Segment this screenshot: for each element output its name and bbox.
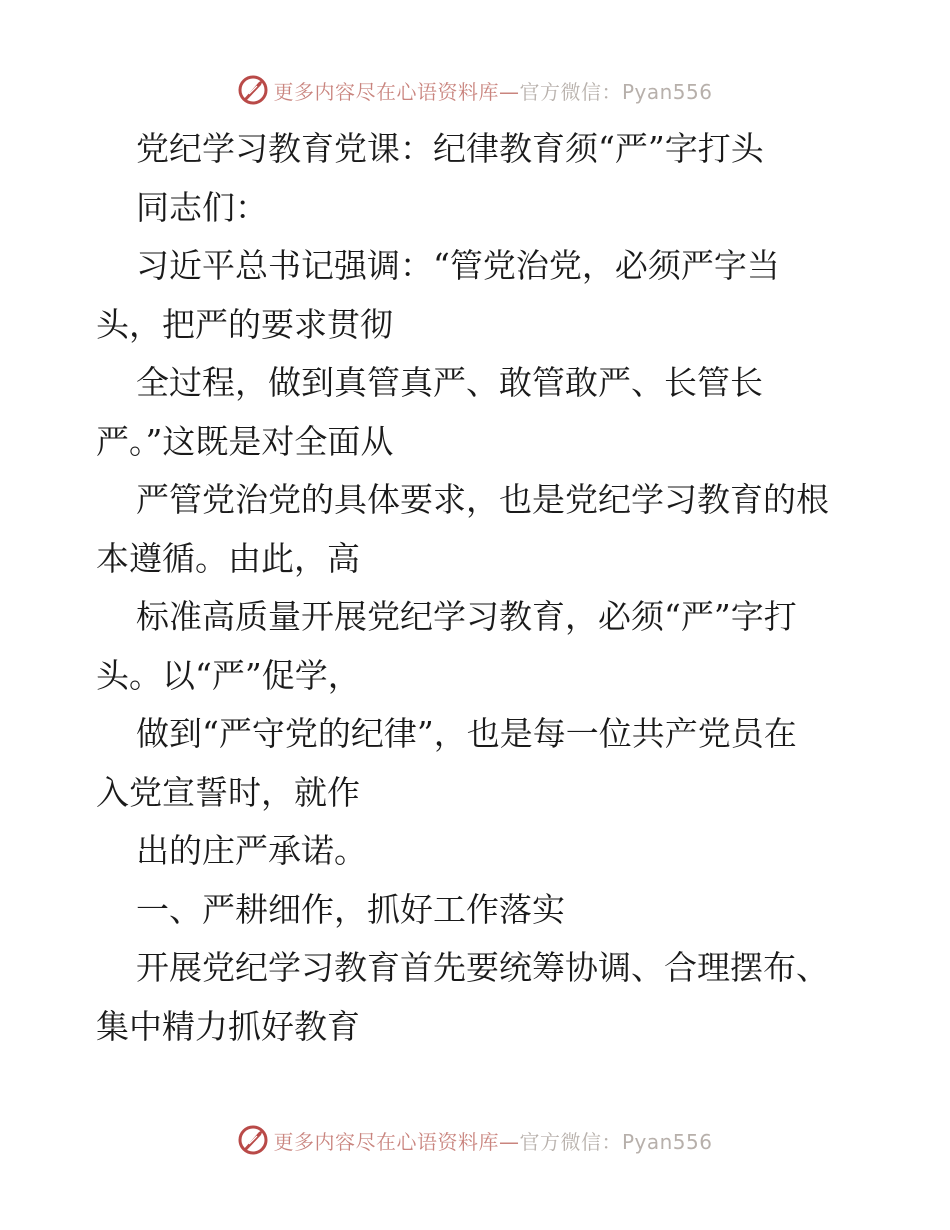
paragraph-line: 做到“严守党的纪律”，也是每一位共产党员在 [136,714,797,753]
banner-wechat: 官方微信：Pyan556 [519,79,713,104]
quill-circle-logo-icon [237,1124,269,1156]
paragraph-line: 严管党治党的具体要求，也是党纪学习教育的根 [136,480,829,519]
banner-wechat: 官方微信：Pyan556 [519,1129,713,1154]
paragraph-line: 入党宣誓时，就作 [96,772,360,812]
paragraph-line: 头。以“严”促学， [96,655,361,695]
salutation: 同志们： [136,187,268,227]
quill-circle-logo-icon [237,74,269,106]
paragraph-line: 开展党纪学习教育首先要统筹协调、合理摆布、 [136,948,829,987]
section-heading: 一、严耕细作，抓好工作落实 [136,889,565,929]
paragraph-line: 全过程，做到真管真严、敢管敢严、长管长 [136,363,763,402]
paragraph-line: 出的庄严承诺。 [136,831,367,870]
banner-separator: — [498,79,520,104]
paragraph-line: 习近平总书记强调：“管党治党，必须严字当 [136,246,780,285]
header-watermark-banner [0,70,950,110]
document-body [96,120,866,1056]
paragraph-line: 严。”这既是对全面从 [96,421,394,461]
paragraph-line: 本遵循。由此，高 [96,538,360,578]
paragraph-line: 头，把严的要求贯彻 [96,304,393,344]
paragraph-line: 标准高质量开展党纪学习教育，必须“严”字打 [136,597,797,636]
footer-watermark-banner [0,1120,950,1160]
banner-separator: — [498,1129,520,1154]
banner-site-name: 更多内容尽在心语资料库 [273,79,499,104]
banner-site-name: 更多内容尽在心语资料库 [273,1129,499,1154]
paragraph-line: 集中精力抓好教育 [96,1006,360,1046]
document-title: 党纪学习教育党课：纪律教育须“严”字打头 [136,129,764,168]
